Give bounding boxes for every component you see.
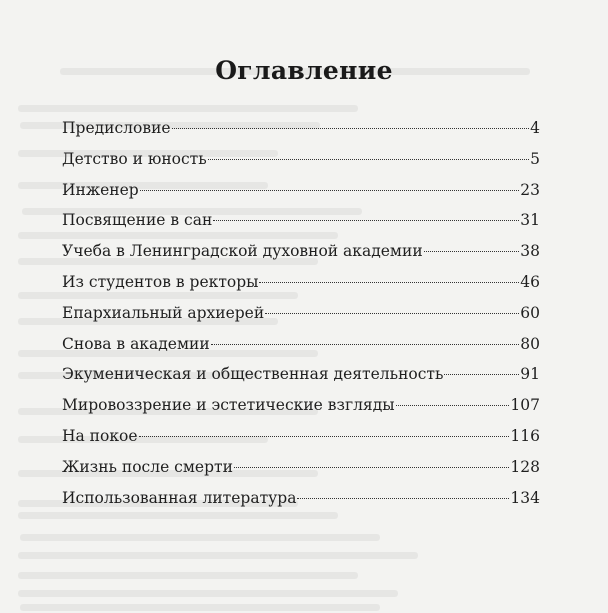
toc-entry-page: 134 (510, 488, 540, 507)
toc-entry (62, 298, 540, 329)
toc-entry-title: Из студентов в ректоры (62, 272, 259, 291)
show-through-line (18, 572, 358, 579)
leader-dots (234, 467, 509, 468)
leader-dots (211, 344, 520, 345)
toc-entry-title: Использованная литература (62, 488, 297, 507)
leader-dots (213, 220, 519, 221)
page-title: Оглавление (215, 56, 393, 85)
toc-entry-title: Учеба в Ленинградской духовной академии (62, 242, 423, 261)
toc-entry-page: 31 (520, 211, 540, 230)
toc-entry-page: 23 (520, 180, 540, 199)
show-through-line (20, 534, 380, 541)
toc-entry (62, 236, 540, 267)
toc-entry (62, 390, 540, 421)
show-through-line (20, 604, 380, 611)
toc-entry-page: 38 (520, 242, 540, 261)
show-through-line (18, 590, 398, 597)
toc-entry (62, 329, 540, 360)
leader-dots (396, 405, 510, 406)
toc-entry (62, 452, 540, 483)
leader-dots (444, 374, 519, 375)
toc-entry-title: Предисловие (62, 119, 171, 137)
toc-entry-title: Детство и юность (62, 149, 207, 168)
toc-entry-title: Жизнь после смерти (62, 457, 233, 476)
toc-entry-page: 46 (520, 272, 540, 291)
leader-dots (172, 128, 530, 129)
leader-dots (424, 251, 520, 252)
toc-entry-page: 80 (520, 334, 540, 353)
toc-entry-page: 116 (510, 426, 540, 445)
toc-entry-page: 4 (530, 119, 540, 137)
leader-dots (259, 282, 519, 283)
toc-entry-title: Инженер (62, 180, 139, 199)
toc-entry (62, 175, 540, 206)
toc-entry-page: 91 (520, 365, 540, 384)
toc-entry (62, 113, 540, 144)
leader-dots (265, 313, 519, 314)
toc-entry (62, 205, 540, 236)
toc-entry-title: На покое (62, 426, 138, 445)
leader-dots (208, 159, 529, 160)
table-of-contents (62, 113, 540, 513)
toc-entry-title: Экуменическая и общественная деятельность (62, 365, 444, 384)
toc-entry-page: 60 (520, 303, 540, 322)
leader-dots (139, 436, 510, 437)
leader-dots (140, 190, 520, 191)
toc-entry-page: 5 (530, 149, 540, 168)
show-through-line (18, 105, 358, 112)
toc-entry-title: Епархиальный архиерей (62, 303, 265, 322)
toc-entry-page: 128 (510, 457, 540, 476)
toc-entry-page: 107 (510, 396, 540, 415)
toc-entry (62, 144, 540, 175)
show-through-line (18, 552, 418, 559)
toc-entry (62, 483, 540, 514)
toc-entry-title: Посвящение в сан (62, 211, 213, 230)
leader-dots (297, 498, 509, 499)
toc-entry (62, 267, 540, 298)
toc-entry-title: Снова в академии (62, 334, 210, 353)
toc-entry (62, 359, 540, 390)
toc-entry-title: Мировоззрение и эстетические взгляды (62, 396, 395, 415)
toc-entry (62, 421, 540, 452)
